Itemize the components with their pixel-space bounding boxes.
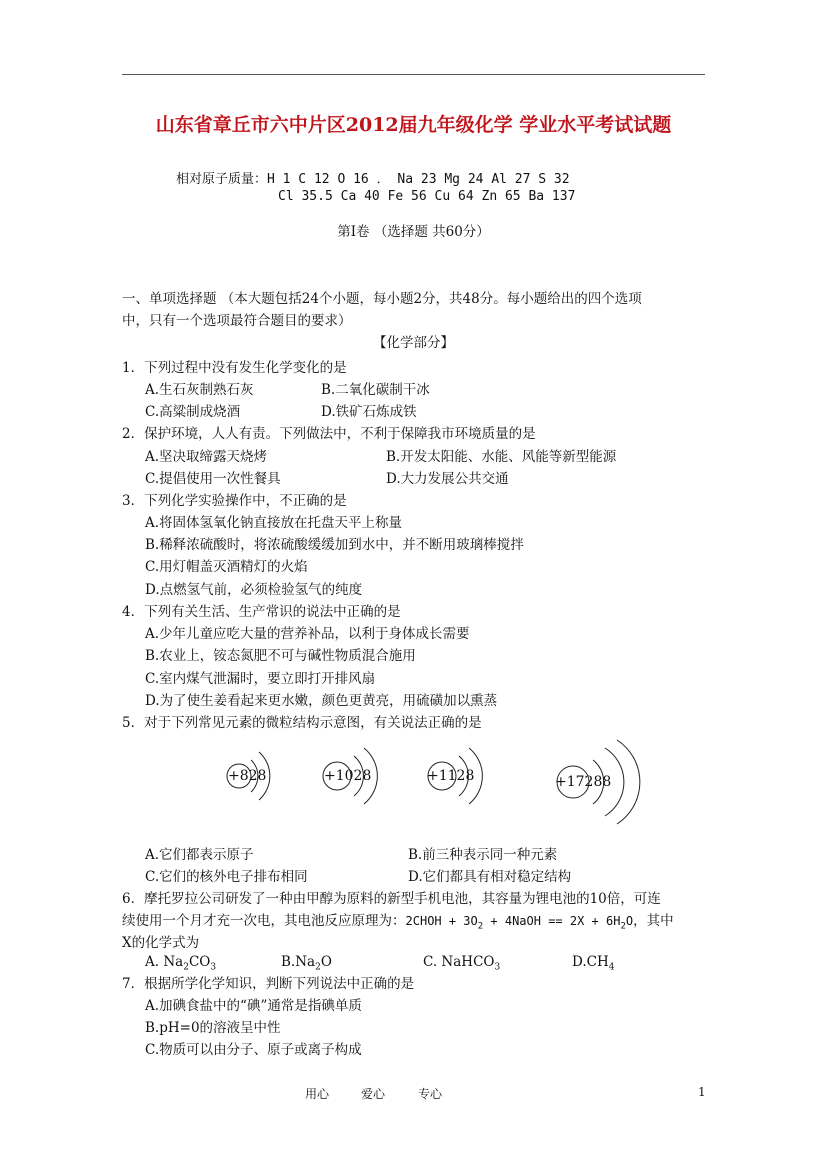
- part-heading: 【化学部分】: [373, 335, 454, 351]
- section-heading-line-1: 一、单项选择题 （本大题包括24个小题，每小题2分，共48分。每小题给出的四个选项: [122, 291, 642, 307]
- page-number: 1: [698, 1085, 706, 1099]
- question-5-option-b: B.前三种表示同一种元素: [408, 847, 558, 863]
- question-5-option-a: A.它们都表示原子: [145, 847, 254, 863]
- question-6-option-c: C. NaHCO$_3$: [423, 954, 501, 973]
- question-2-stem: 2．保护环境，人人有责。下列做法中，不利于保障我市环境质量的是: [122, 426, 536, 442]
- question-7-stem: 7．根据所学化学知识，判断下列说法中正确的是: [122, 976, 415, 992]
- question-7-option-b: B.pH=0的溶液呈中性: [145, 1020, 281, 1036]
- question-2-option-a: A.坚决取缔露天烧烤: [145, 449, 268, 465]
- question-7-option-a: A.加碘食盐中的“碘”通常是指碘单质: [145, 998, 362, 1014]
- question-6-stem-text: 续使用一个月才充一次电，其电池反应原理为：: [122, 913, 406, 929]
- question-6-option-d: $D.CH_4$: [572, 954, 615, 973]
- question-1-option-b: B.二氧化碳制干冰: [321, 382, 430, 398]
- atom-label-4: +17288: [555, 774, 612, 790]
- question-4-option-d: D.为了使生姜看起来更水嫩，颜色更黄亮，用硫磺加以熏蒸: [145, 693, 498, 709]
- question-4-stem: 4．下列有关生活、生产常识的说法中正确的是: [122, 604, 401, 620]
- header-rule: [122, 74, 705, 75]
- question-6-option-a: A. $Na_2CO_3$: [145, 954, 217, 973]
- question-5-option-c: C.它们的核外电子排布相同: [145, 869, 308, 885]
- question-1-option-d: D.铁矿石炼成铁: [321, 404, 417, 420]
- question-1-option-a: A.生石灰制熟石灰: [145, 382, 254, 398]
- question-4-option-c: C.室内煤气泄漏时，要立即打开排风扇: [145, 671, 376, 687]
- question-2-option-c: C.提倡使用一次性餐具: [145, 471, 281, 487]
- atom-label-3: +1128: [427, 768, 475, 784]
- question-3-option-c: C.用灯帽盖灭酒精灯的火焰: [145, 559, 308, 575]
- atom-diagram-1: [225, 736, 285, 816]
- atomic-masses-line-2: Cl 35.5 Ca 40 Fe 56 Cu 64 Zn 65 Ba 137: [278, 189, 576, 204]
- question-6-stem-line-1: 6．摩托罗拉公司研发了一种由甲醇为原料的新型手机电池，其容量为锂电池的10倍，可连: [122, 891, 661, 907]
- question-3-option-a: A.将固体氢氧化钠直接放在托盘天平上称量: [145, 515, 403, 531]
- atom-diagram-4: [553, 734, 653, 830]
- question-1-stem: 1．下列过程中没有发生化学变化的是: [122, 360, 347, 376]
- atom-label-2: +1028: [324, 768, 372, 784]
- question-1-option-c: C.高粱制成烧酒: [145, 404, 241, 420]
- section-heading-line-2: 中，只有一个选项最符合题目的要求）: [122, 313, 352, 329]
- question-7-option-c: C.物质可以由分子、原子或离子构成: [145, 1042, 362, 1058]
- atom-diagram-2: [320, 736, 390, 816]
- question-3-stem: 3．下列化学实验操作中，不正确的是: [122, 493, 347, 509]
- atomic-masses-line-1: 相对原子质量：H 1 C 12 O 16 ． Na 23 Mg 24 Al 27 S 32: [176, 172, 570, 187]
- question-5-stem: 5．对于下列常见元素的微粒结构示意图，有关说法正确的是: [122, 715, 482, 731]
- volume-heading: 第Ⅰ卷 （选择题 共60分）: [337, 224, 490, 240]
- question-3-option-b: B.稀释浓硫酸时，将浓硫酸缓缓加到水中，并不断用玻璃棒搅拌: [145, 537, 524, 553]
- question-4-option-a: A.少年儿童应吃大量的营养补品，以利于身体成长需要: [145, 626, 470, 642]
- atom-diagram-3: [425, 736, 495, 816]
- atom-label-1: +828: [228, 768, 267, 784]
- question-6-stem-line-3: X的化学式为: [122, 935, 200, 951]
- footer-motto-2: 爱心: [361, 1087, 386, 1101]
- question-3-option-d: D.点燃氢气前，必须检验氢气的纯度: [145, 582, 363, 598]
- footer-motto-1: 用心: [305, 1087, 330, 1101]
- question-6-option-b: $B.Na_2O$: [281, 954, 332, 973]
- question-4-option-b: B.农业上，铵态氮肥不可与碱性物质混合施用: [145, 648, 416, 664]
- footer-motto-3: 专心: [418, 1087, 443, 1101]
- page-title: 山东省章丘市六中片区2012届九年级化学 学业水平考试试题: [155, 114, 672, 136]
- question-2-option-d: D.大力发展公共交通: [386, 471, 509, 487]
- question-6-stem-line-2: 续使用一个月才充一次电，其电池反应原理为：2CHOH + $3O_2$ + 4NaOH == $2X + 6H_2O$，其中: [122, 913, 674, 932]
- reaction-equation: 2CHOH + $3O_2$ + 4NaOH == $2X + 6H_2O$: [405, 914, 634, 932]
- question-2-option-b: B.开发太阳能、水能、风能等新型能源: [386, 449, 617, 465]
- question-5-option-d: D.它们都具有相对稳定结构: [408, 869, 572, 885]
